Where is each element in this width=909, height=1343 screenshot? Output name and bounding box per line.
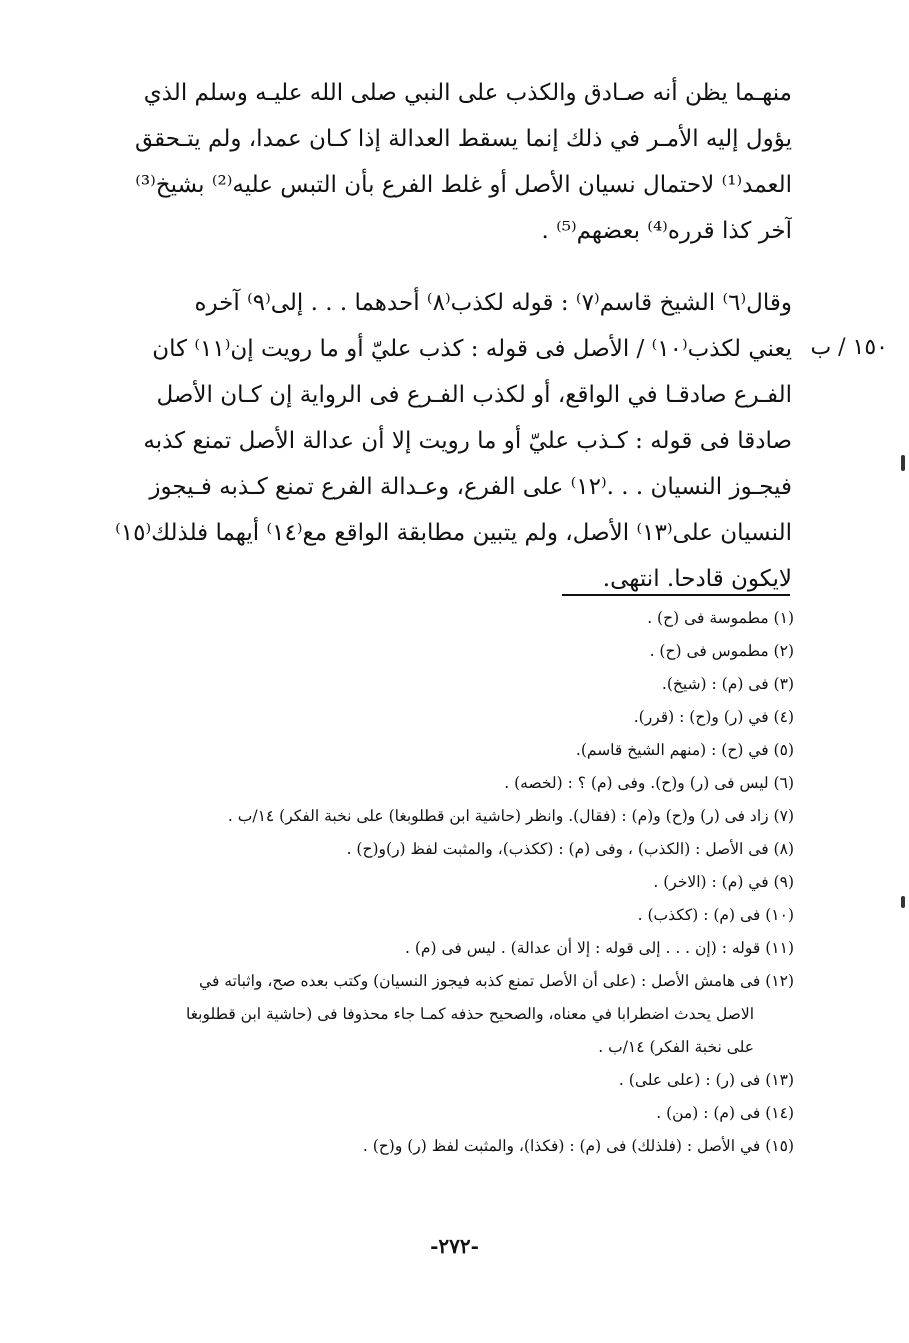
footnote-separator bbox=[562, 594, 790, 596]
footnote-6: (٦) ليس فى (ر) و(ح). وفى (م) ؟ : (لخصه) . bbox=[504, 774, 794, 792]
paragraph-1 bbox=[80, 70, 792, 254]
text-line: فيجـوز النسيان . . .⁽١٢⁾ على الفرع، وعـدالة الفرع تمنع كـذبه فـيجوز bbox=[149, 474, 792, 500]
footnote-12: (١٢) فى هامش الأصل : (على أن الأصل تمنع كذبه فيجوز النسيان) وكتب بعده صح، واثباته في bbox=[199, 972, 794, 990]
paragraph-2 bbox=[80, 280, 792, 602]
footnote-3: (٣) فى (م) : (شيخ). bbox=[661, 675, 794, 693]
footnote-10: (١٠) فى (م) : (ككذب) . bbox=[637, 906, 794, 924]
footnote-5: (٥) في (ح) : (منهم الشيخ قاسم). bbox=[575, 741, 794, 759]
footnote-13: (١٣) فى (ر) : (على على) . bbox=[618, 1071, 794, 1089]
text-line: الفـرع صادقـا في الواقع، أو لكذب الفـرع فى الرواية إن كـان الأصل bbox=[156, 382, 792, 408]
text-line: آخر كذا قرره⁽⁴⁾ بعضهم⁽⁵⁾ . bbox=[541, 218, 792, 244]
scan-edge-mark bbox=[901, 455, 905, 471]
text-line: يعني لكذب⁽١٠⁾ / الأصل فى قوله : كذب عليّ أو ما رويت إن⁽١١⁾ كان bbox=[152, 336, 792, 362]
text-line: النسيان على⁽١٣⁾ الأصل، ولم يتبين مطابقة الواقع مع⁽١٤⁾ أيهما فلذلك⁽١٥⁾ bbox=[115, 520, 792, 546]
footnote-11: (١١) قوله : (إن . . . إلى قوله : إلا أن عدالة) . ليس فى (م) . bbox=[405, 939, 794, 957]
text-line: لايكون قادحا. انتهى. bbox=[602, 566, 792, 592]
text-line: وقال⁽٦⁾ الشيخ قاسم⁽٧⁾ : قوله لكذب⁽٨⁾ أحدهما . . . إلى⁽٩⁾ آخره bbox=[194, 290, 792, 316]
scan-edge-mark bbox=[901, 896, 905, 908]
text-line: منهـما يظن أنه صـادق والكذب على النبي صلى الله عليـه وسلم الذي bbox=[143, 80, 792, 106]
footnote-8: (٨) فى الأصل : (الكذب) ، وفى (م) : (ككذب)، والمثبت لفظ (ر)و(ح) . bbox=[346, 840, 794, 858]
footnote-7: (٧) زاد فى (ر) و(ح) و(م) : (فقال). وانظر (حاشية ابن قطلوبغا) على نخبة الفكر) ١٤/ب . bbox=[227, 807, 794, 825]
text-line: يؤول إليه الأمـر في ذلك إنما يسقط العدالة إذا كـان عمدا، ولم يتـحقق bbox=[134, 126, 792, 152]
footnote-2: (٢) مطموس فى (ح) . bbox=[649, 642, 794, 660]
footnotes bbox=[108, 602, 794, 1163]
text-line: صادقا فى قوله : كـذب عليّ أو ما رويت إلا أن عدالة الأصل تمنع كذبه bbox=[143, 428, 792, 454]
footnote-4: (٤) في (ر) و(ح) : (قرر). bbox=[633, 708, 794, 726]
page-number: -٢٧٢- bbox=[430, 1234, 479, 1258]
footnote-9: (٩) في (م) : (الاخر) . bbox=[653, 873, 794, 891]
footnote-12-continuation: على نخبة الفكر) ١٤/ب . bbox=[598, 1038, 754, 1056]
footnote-12-continuation: الاصل يحدث اضطرابا في معناه، والصحيح حذفه كمـا جاء محذوفا فى (حاشية ابن قطلوبغا bbox=[185, 1005, 754, 1023]
main-text bbox=[80, 70, 792, 602]
footnote-15: (١٥) في الأصل : (فلذلك) فى (م) : (فكذا)، والمثبت لفظ (ر) و(ح) . bbox=[362, 1137, 794, 1155]
footnote-1: (١) مطموسة فى (ح) . bbox=[647, 609, 794, 627]
folio-margin-note: ١٥٠ / ب bbox=[810, 335, 888, 360]
footnote-14: (١٤) فى (م) : (من) . bbox=[656, 1104, 794, 1122]
text-line: العمد⁽¹⁾ لاحتمال نسيان الأصل أو غلط الفرع بأن التبس عليه⁽²⁾ بشيخ⁽³⁾ bbox=[135, 172, 792, 198]
